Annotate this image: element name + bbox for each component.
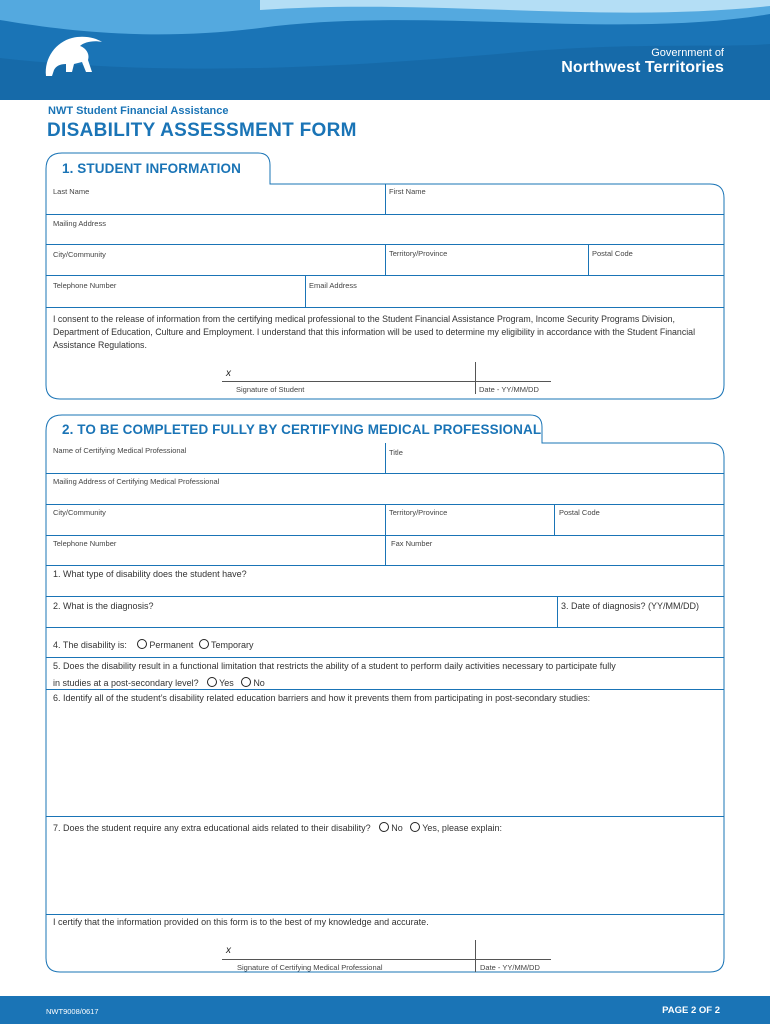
temporary-radio[interactable] — [199, 639, 209, 649]
divider — [588, 244, 589, 275]
page-title: DISABILITY ASSESSMENT FORM — [47, 120, 357, 141]
divider — [475, 362, 476, 394]
permanent-label: Permanent — [149, 640, 194, 650]
northwest-territories-label: Northwest Territories — [561, 59, 724, 76]
q7-yes-label[interactable]: Yes, please explain: — [422, 823, 502, 833]
title-field[interactable]: Title — [389, 448, 403, 457]
divider — [46, 307, 724, 308]
question-3[interactable]: 3. Date of diagnosis? (YY/MM/DD) — [561, 601, 700, 611]
postal-code-field[interactable]: Postal Code — [592, 249, 633, 258]
divider — [305, 275, 306, 307]
divider — [46, 657, 724, 658]
permanent-radio[interactable] — [137, 639, 147, 649]
question-5-line-2 — [53, 677, 265, 688]
territory-field[interactable]: Territory/Province — [389, 249, 448, 258]
divider — [46, 816, 724, 817]
signature-x-mark: x — [226, 368, 231, 379]
question-5-label: in studies at a post-secondary level? — [53, 678, 199, 688]
divider — [46, 473, 724, 474]
divider — [46, 214, 724, 215]
medical-professional-date-field[interactable]: Date - YY/MM/DD — [480, 963, 540, 972]
professional-telephone-field[interactable]: Telephone Number — [53, 539, 117, 548]
divider — [475, 940, 476, 972]
student-signature-field[interactable]: Signature of Student — [236, 385, 305, 394]
divider — [46, 627, 724, 628]
medical-professional-name-field[interactable]: Name of Certifying Medical Professional — [53, 446, 187, 455]
divider — [46, 689, 724, 690]
government-of-label: Government of — [651, 47, 724, 59]
question-4-label: 4. The disability is: — [53, 640, 127, 650]
divider — [385, 443, 386, 473]
divider — [46, 596, 724, 597]
q5-yes-radio[interactable] — [207, 677, 217, 687]
professional-territory-field[interactable]: Territory/Province — [389, 508, 448, 517]
certification-statement: I certify that the information provided on this form is to the best of my knowledge and accurate. — [53, 917, 429, 927]
signature-line — [222, 381, 475, 382]
medical-professional-signature-field[interactable]: Signature of Certifying Medical Professional — [237, 963, 383, 972]
last-name-field[interactable]: Last Name — [53, 187, 90, 196]
q7-no-label: No — [391, 823, 403, 833]
date-line — [475, 959, 551, 960]
question-2[interactable]: 2. What is the diagnosis? — [53, 601, 154, 611]
question-5-line-1: 5. Does the disability result in a functional limitation that restricts the ability of a student to perform daily activities necessary to participate fully — [53, 661, 616, 671]
date-line — [475, 381, 551, 382]
q5-no-label: No — [253, 678, 265, 688]
signature-line — [222, 959, 475, 960]
fax-field[interactable]: Fax Number — [391, 539, 433, 548]
first-name-field[interactable]: First Name — [389, 187, 426, 196]
temporary-label: Temporary — [210, 640, 254, 650]
divider — [557, 596, 558, 627]
q7-no-radio[interactable] — [379, 822, 389, 832]
divider — [385, 244, 386, 275]
question-7 — [53, 822, 502, 833]
question-7-label: 7. Does the student require any extra educational aids related to their disability? — [53, 823, 371, 833]
consent-statement: I consent to the release of information from the certifying medical professional to the Student Financial Assistance Program, Income Security Programs Division, Department of Education, Culture and Employment. I understand that this information will be used to determine my eligibility in accordance with the Student Financial Assistance Regulations. — [53, 314, 696, 350]
professional-postal-code-field[interactable]: Postal Code — [559, 508, 600, 517]
email-field[interactable]: Email Address — [309, 281, 357, 290]
divider — [46, 914, 724, 915]
divider — [46, 275, 724, 276]
form-code: NWT9008/0617 — [46, 1007, 99, 1016]
professional-mailing-address-field[interactable]: Mailing Address of Certifying Medical Professional — [53, 477, 220, 486]
divider — [554, 504, 555, 535]
divider — [46, 565, 724, 566]
question-4 — [53, 639, 253, 650]
signature-x-mark: x — [226, 945, 231, 956]
telephone-field[interactable]: Telephone Number — [53, 281, 117, 290]
q5-yes-label: Yes — [219, 678, 234, 688]
program-name: NWT Student Financial Assistance — [48, 105, 229, 117]
question-1[interactable]: 1. What type of disability does the student have? — [53, 569, 247, 579]
q5-no-radio[interactable] — [241, 677, 251, 687]
mailing-address-field[interactable]: Mailing Address — [53, 219, 106, 228]
section-1-title: 1. STUDENT INFORMATION — [62, 161, 241, 176]
city-field[interactable]: City/Community — [53, 250, 106, 259]
section-2-title: 2. TO BE COMPLETED FULLY BY CERTIFYING MEDICAL PROFESSIONAL — [62, 422, 542, 437]
professional-city-field[interactable]: City/Community — [53, 508, 106, 517]
q7-yes-radio[interactable] — [410, 822, 420, 832]
page-number: PAGE 2 OF 2 — [662, 1005, 720, 1016]
divider — [385, 504, 386, 565]
divider — [385, 184, 386, 214]
question-6[interactable]: 6. Identify all of the student’s disability related education barriers and how it prevents them from participating in post-secondary studies: — [53, 693, 591, 703]
student-date-field[interactable]: Date - YY/MM/DD — [479, 385, 539, 394]
